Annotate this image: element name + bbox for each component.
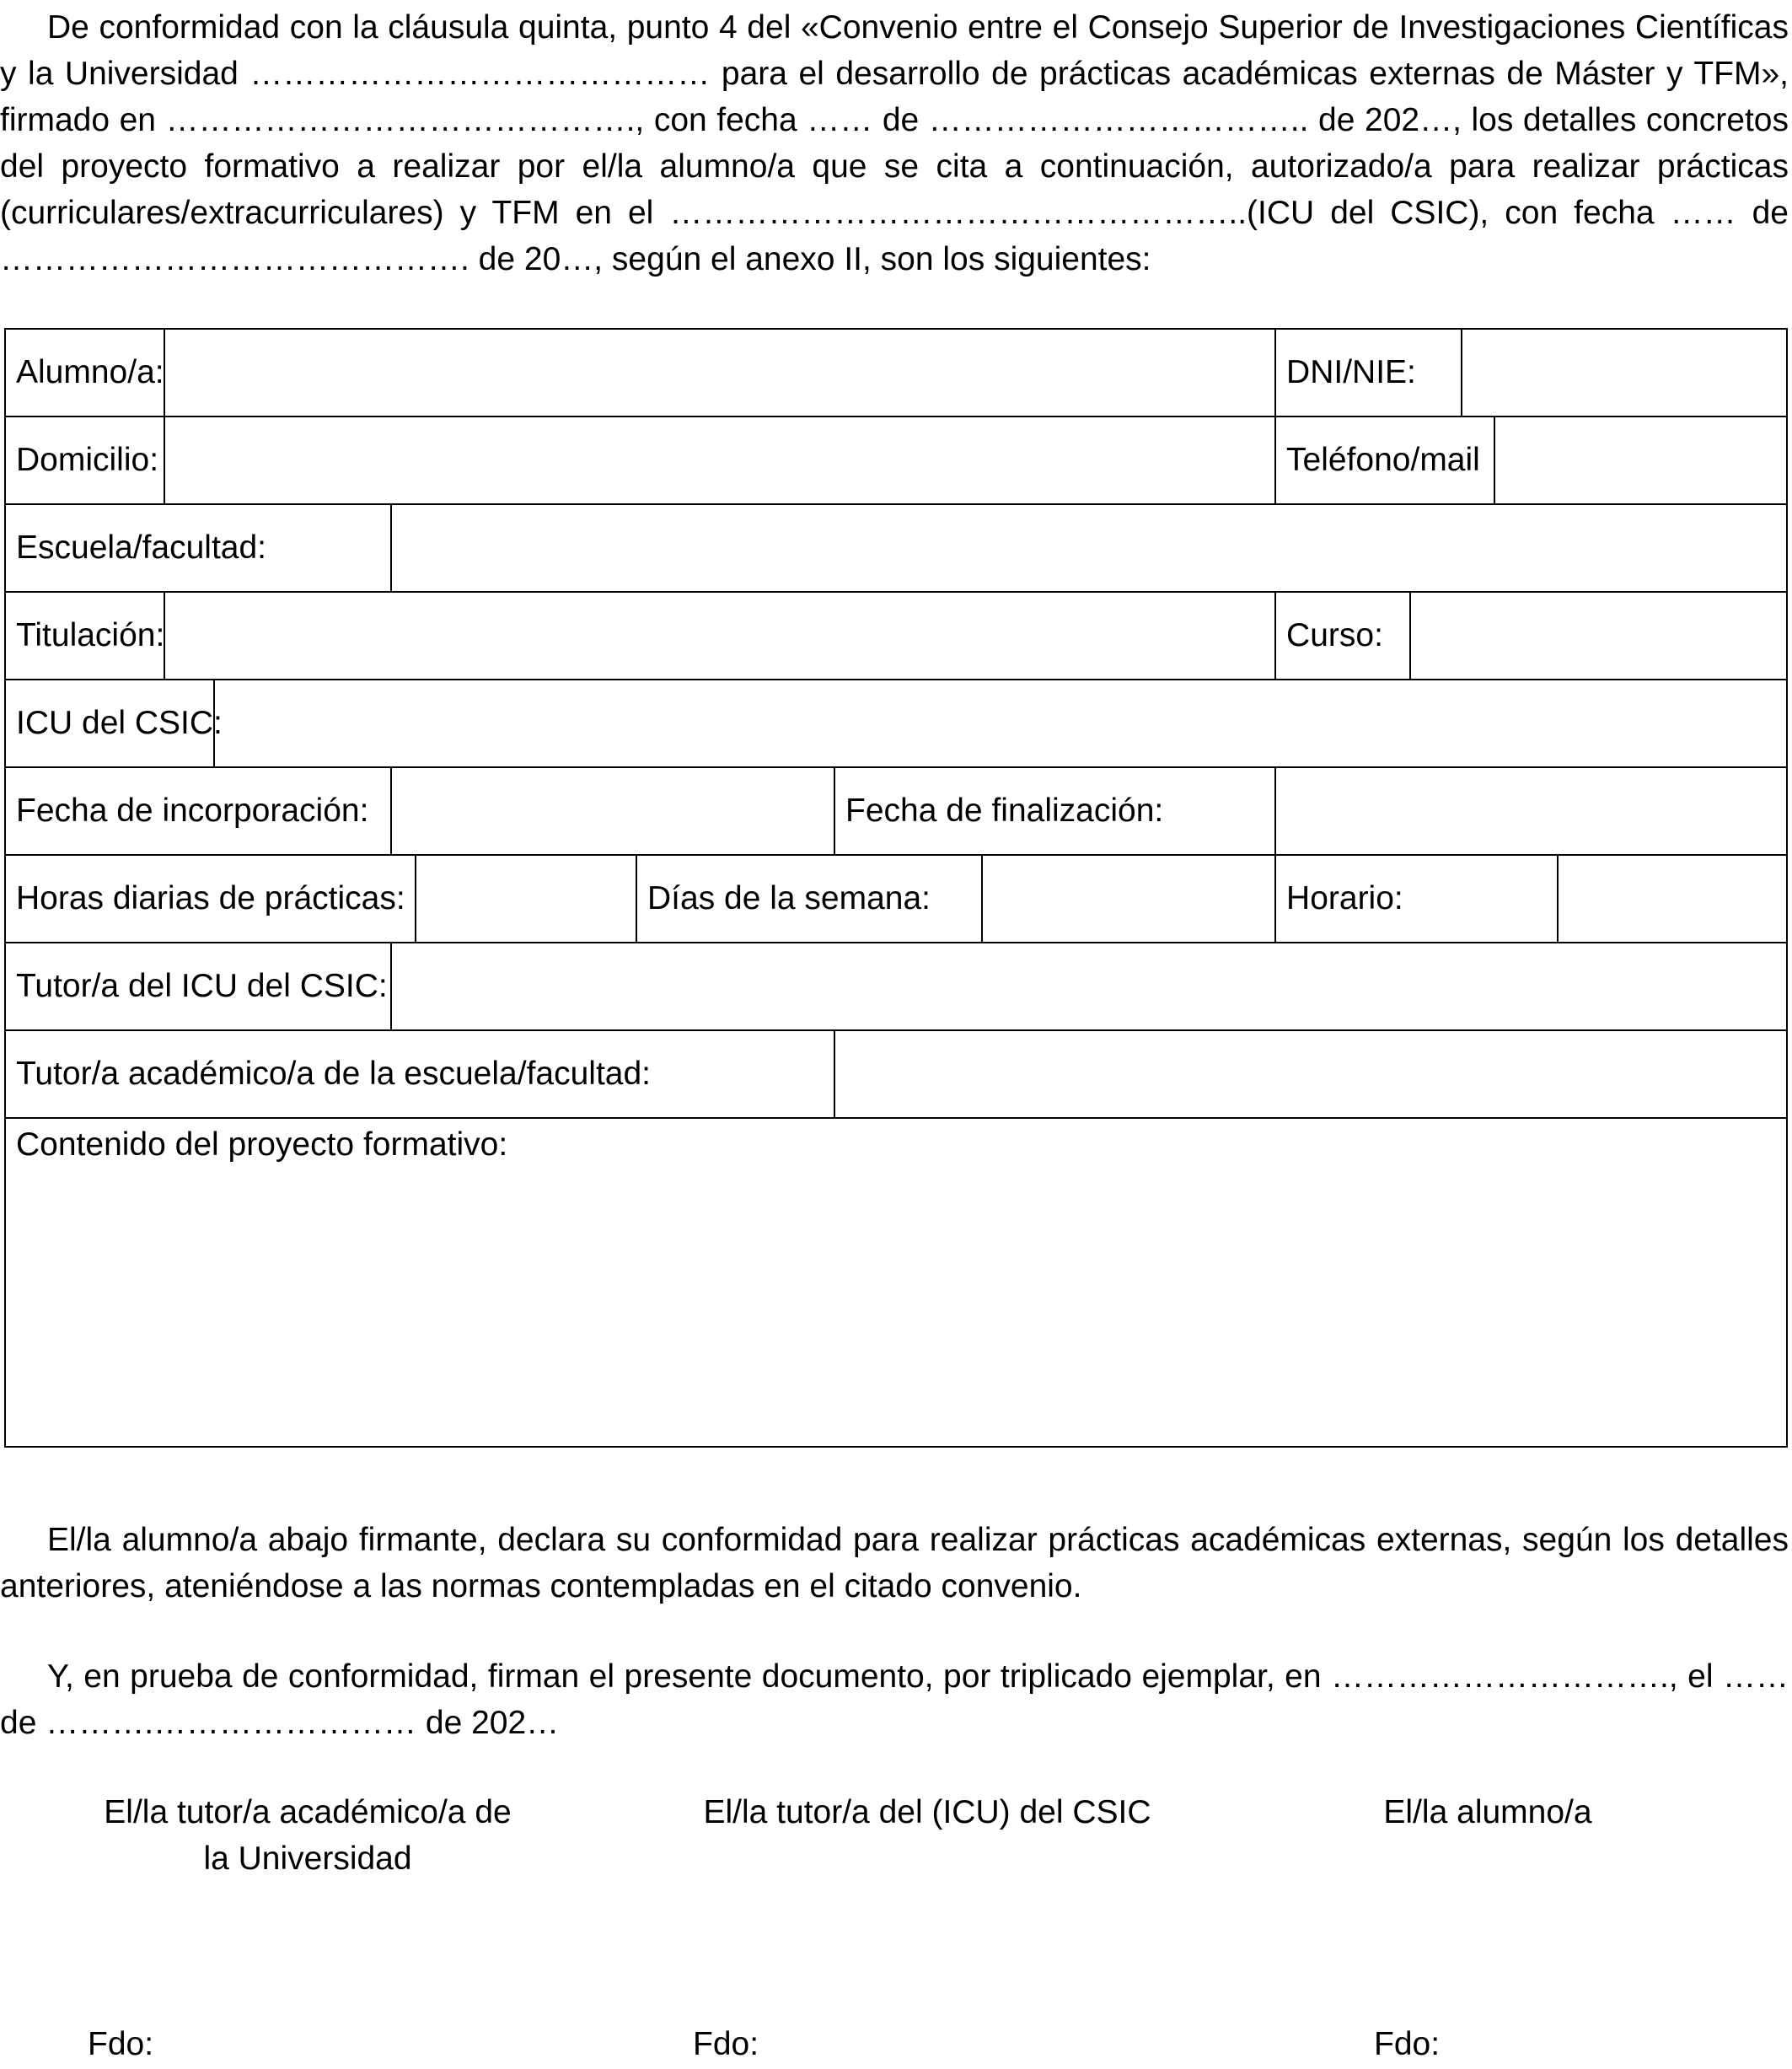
horas-label: Horas diarias de prácticas: [5,855,416,943]
fecha-incorporacion-label: Fecha de incorporación: [5,767,391,855]
dni-label: DNI/NIE: [1275,329,1462,416]
icu-field[interactable] [214,680,1787,767]
horas-field[interactable] [416,855,636,943]
form-row-alumno [5,329,1787,416]
tutor-icu-label: Tutor/a del ICU del CSIC: [5,943,391,1030]
curso-label: Curso: [1275,592,1410,680]
alumno-label: Alumno/a: [5,329,164,416]
form-row-tutor-icu [5,943,1787,1030]
domicilio-label: Domicilio: [5,416,164,504]
titulacion-field[interactable] [164,592,1275,680]
telefono-label: Teléfono/mail [1275,416,1494,504]
signing-statement-paragraph: Y, en prueba de conformidad, firman el presente documento, por triplicado ejemplar, en …………………………., el …… de ……….…………………… de 202… [0,1658,1789,1741]
form-row-icu [5,680,1787,767]
icu-tutor-fdo: Fdo: [693,2026,759,2062]
form-row-domicilio [5,416,1787,504]
tutor-icu-field[interactable] [391,943,1787,1030]
alumno-field[interactable] [164,329,1275,416]
horario-field[interactable] [1558,855,1787,943]
form-row-horas [5,855,1787,943]
escuela-field[interactable] [391,504,1787,592]
titulacion-label: Titulación: [5,592,164,680]
tutor-academico-label: Tutor/a académico/a de la escuela/facultad: [5,1030,834,1118]
academic-tutor-label-line2: la Universidad [203,1841,412,1877]
form-row-fechas [5,767,1787,855]
dias-field[interactable] [982,855,1275,943]
curso-field[interactable] [1410,592,1787,680]
academic-tutor-fdo: Fdo: [88,2026,154,2062]
contenido-label: Contenido del proyecto formativo: [16,1126,508,1163]
student-signature-label: El/la alumno/a [1383,1794,1592,1830]
form-row-titulacion [5,592,1787,680]
academic-tutor-signature-label [76,1789,539,1882]
contenido-field[interactable] [5,1118,1787,1447]
escuela-label: Escuela/facultad: [5,504,391,592]
training-project-form [4,328,1788,1448]
fecha-finalizacion-label: Fecha de finalización: [834,767,1275,855]
telefono-field[interactable] [1494,416,1787,504]
form-row-tutor-academico [5,1030,1787,1118]
icu-label: ICU del CSIC: [5,680,214,767]
academic-tutor-label-line1: El/la tutor/a académico/a de [104,1794,512,1830]
horario-label: Horario: [1275,855,1558,943]
tutor-academico-field[interactable] [834,1030,1787,1118]
domicilio-field[interactable] [164,416,1275,504]
student-fdo: Fdo: [1374,2026,1441,2062]
form-row-contenido [5,1118,1787,1447]
fecha-incorporacion-field[interactable] [391,767,834,855]
intro-paragraph: De conformidad con la cláusula quinta, punto 4 del «Convenio entre el Consejo Superior de Investigaciones Científicas y la Universidad …………………………………… para el desarrollo de prácticas académicas externas de Máster y TFM», firmado en ……………………………………., con fecha …… de …………………………….. de 202…, los detalles concretos del proyecto formativo a realizar por el/la alumno/a que se cita a continuación, autorizado/a para realizar prácticas (curriculares/extracurriculares) y TFM en el ……………………………………………..(ICU del CSIC), con fecha …… de ……………………………………. de 20…, según el anexo II, son los siguientes: [0,9,1789,277]
fecha-finalizacion-field[interactable] [1275,767,1787,855]
dni-field[interactable] [1462,329,1787,416]
icu-tutor-signature-label: El/la tutor/a del (ICU) del CSIC [703,1794,1151,1830]
dias-label: Días de la semana: [636,855,982,943]
declaration-paragraph: El/la alumno/a abajo firmante, declara su conformidad para realizar prácticas académicas externas, según los detalles anteriores, ateniéndose a las normas contempladas en el citado convenio. [0,1522,1789,1604]
form-row-escuela [5,504,1787,592]
